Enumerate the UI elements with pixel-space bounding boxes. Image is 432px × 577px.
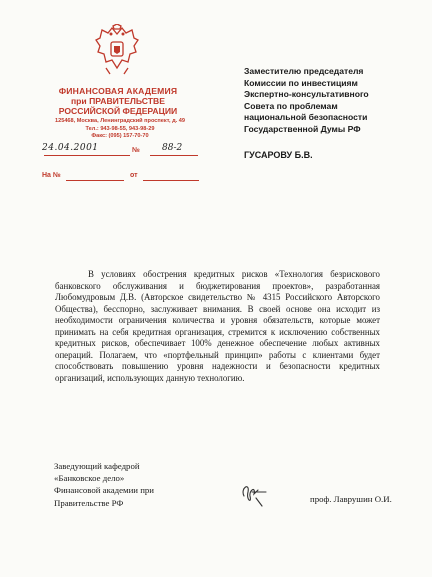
signatory-line: Финансовой академии при [54,485,155,496]
org-line-3: РОССИЙСКОЙ ФЕДЕРАЦИИ [58,106,178,116]
signatory-line: Правительстве РФ [54,497,124,508]
registration-date: 24.04.2001 [42,143,99,153]
fax-number: Факс: (095) 157-70-70 [91,133,149,139]
number-label: № [132,147,140,154]
reply-reference-line [20,172,220,182]
date-underline [44,155,130,156]
recipient-line: Государственной Думы РФ [244,123,361,134]
registration-number: 88-2 [162,143,183,153]
recipient-line: национальной безопасности [244,112,368,123]
org-line-1: ФИНАНСОВАЯ АКАДЕМИЯ [58,86,178,96]
signatory-line: «Банковское дело» [54,473,125,484]
recipient-line: Экспертно-консультативного [244,89,369,100]
number-underline [150,155,198,156]
recipient-line: Совета по проблемам [244,100,338,111]
handwritten-signature-icon [236,478,270,508]
reply-number-label: На № [42,172,61,179]
recipient-line: Комиссии по инвестициям [244,77,358,88]
org-line-2: при ПРАВИТЕЛЬСТВЕ [70,96,165,106]
reply-from-label: от [130,172,138,179]
letter-body [55,269,380,384]
reply-number-underline [66,180,124,181]
reply-date-underline [143,180,199,181]
registration-line [22,143,222,160]
postal-address: 125468, Москва, Ленинградский проспект, д. 49 [54,118,186,124]
recipient-title [244,66,424,136]
phone-numbers: Тел.: 943-98-55, 943-98-29 [85,125,155,132]
signatory-name: проф. Лаврушин О.И. [310,494,392,504]
organization-name [18,86,218,116]
body-paragraph: В условиях обострения кредитных рисков «Технология безрискового банковского обслуживания и бюджетирования проектов», разработанная Любомудровым Д.В. (Авторское свидетельство № 4315 Российского Авторского Общества), бесспорно, заслуживает внимания. В своей основе она исходит из необходимости ограничения количества и уровня обязательств, которые может принимать на себя кредитная организация, стремится к исключению собственных кредитных рисков, обеспечивает 100% денежное обеспечение любых активных операций. Полагаем, что «портфельный принцип» работы с клиентами будет способствовать повышению уровня надежности и безопасности кредитных организаций, использующих данную технологию. [55,269,380,383]
contact-block [20,118,220,141]
recipient-name: ГУСАРОВУ Б.В. [244,150,313,160]
signatory-position [54,460,154,509]
double-headed-eagle-emblem-icon [94,24,140,76]
recipient-line: Заместителю председателя [244,66,364,76]
signatory-line: Заведующий кафедрой [54,461,140,471]
